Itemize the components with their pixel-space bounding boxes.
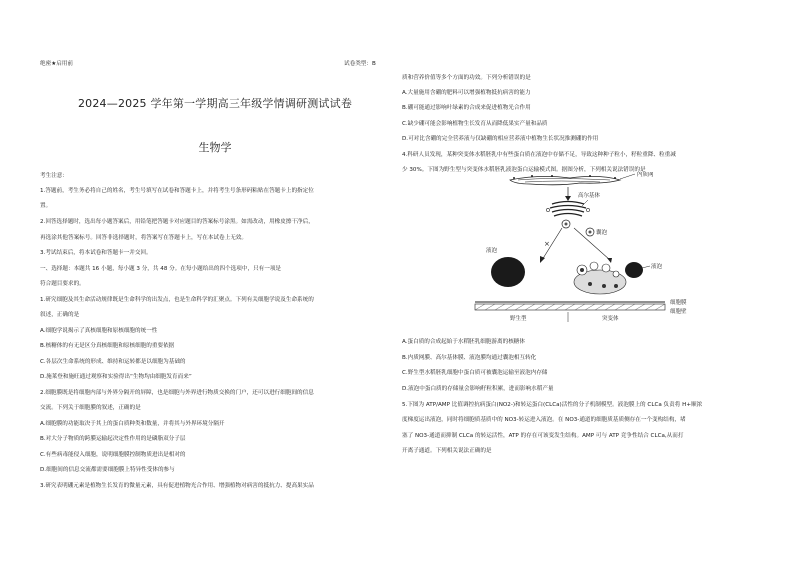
question-3-option-b: B.硼可能通过影响叶绿素的合成来促进植物光合作用 [402, 105, 531, 111]
vacuole-wild-type [491, 257, 525, 287]
vacuole-transport-figure [470, 172, 710, 338]
endoplasmic-reticulum [510, 175, 620, 185]
question-5-stem: 5.下图为 ATP/AMP 比值调控抗病蛋白(NO2-)和转运蛋白(CLCa)活性的分子机制模型。液泡膜上的 CLCa 负责将 H+顺浓 [402, 402, 703, 408]
notice-line: 置。 [40, 203, 52, 209]
question-2-option-d: D.细胞间的信息交流都需要细胞膜上特异性受体的参与 [40, 467, 175, 473]
question-3-option-c: C.缺少硼可能会影响植物生长发育从而降低果实产量和品质 [402, 121, 548, 127]
question-2-stem: 交流。下列关于细胞膜的叙述，正确的是 [40, 405, 141, 411]
notice-line: 3.考试结束后，将本试卷和答题卡一并交回。 [40, 250, 152, 256]
section-heading: 一、选择题：本题共 16 小题，每小题 3 分，共 48 分。在每小题给出的四个选项中，只有一项是 [40, 266, 282, 272]
golgi-label: 高尔基体 [578, 193, 601, 199]
figure-svg [470, 172, 710, 338]
question-3-stem: 3.研究表明硼元素是植物生长发育的微量元素，具有促进植物光合作用、增强植物对病害的抵抗力、提高果实品 [40, 483, 314, 489]
notice-line: 1.答题前，考生务必将自己的姓名，考生号填写在试卷和答题卡上，并将考生号条形码粘贴在答题卡上的指定位 [40, 188, 314, 194]
question-5-stem: 开离子通道。下列相关说法正确的是 [402, 448, 492, 454]
vacuole-mutant [625, 262, 643, 278]
mutant-label: 突变体 [602, 316, 619, 322]
question-3-option-a: A.大量施用含硼的肥料可以增强植物抵抗病害的能力 [402, 90, 531, 96]
wild-type-label: 野生型 [510, 316, 527, 322]
vacuole-label-right: 液泡 [651, 264, 663, 270]
question-1-stem: 叙述，正确的是 [40, 312, 80, 318]
question-2-option-a: A.细胞膜的功能取决于其上的蛋白质种类和数量，并将其与外界环境分隔开 [40, 421, 225, 427]
er-label: 内质网 [637, 172, 654, 178]
paper-type: 试卷类型：B [344, 61, 376, 67]
vacuole-label-left: 液泡 [486, 248, 498, 254]
question-1-stem: 1.研究细胞及其生命活动规律既是生命科学的出发点，也是生命科学的汇聚点。下列有关细胞学说及生命系统的 [40, 297, 314, 303]
question-4-option-b: B.内质网膜、高尔基体膜、液泡膜均通过囊泡相互转化 [402, 355, 537, 361]
secret-mark: 绝密★启用前 [40, 61, 73, 67]
notice-heading: 考生注意： [40, 173, 68, 179]
question-5-stem: 度梯度运出液泡，同时将细胞质基质中的 NO3-转运进入液泡。在 NO3-通道的细胞质基质侧存在一个变构结构，堵 [402, 417, 686, 423]
question-1-option-d: D.施莱登和施旺通过观察和实验得出“生物均由细胞发育而来” [40, 374, 192, 380]
question-2-option-b: B.对大分子物质的跨膜运输起决定性作用的是磷脂双分子层 [40, 436, 186, 442]
exam-title: 2024—2025 学年第一学期高三年级学情调研测试试卷 [77, 97, 353, 110]
question-4-stem: 4.科研人员发现，某种突变体水稻胚乳中有些蛋白质在液泡中存储不足，导致这种种子粒小，籽粒重降、粒重减 [402, 152, 676, 158]
question-3-option-d: D.可对比含硼的完全营养液与仅缺硼的相应营养液中植物生长状况推测硼的作用 [402, 136, 599, 142]
wall-label: 细胞壁 [670, 309, 687, 315]
question-4-option-c: C.野生型水稻胚乳细胞中蛋白质可被囊泡运输至液泡内存储 [402, 370, 548, 376]
section-heading: 符合题目要求的。 [40, 281, 85, 287]
subject-title: 生物学 [198, 141, 232, 154]
question-1-option-a: A.细胞学说揭示了真核细胞和原核细胞的统一性 [40, 328, 158, 334]
mutant-vesicle-cluster [574, 262, 626, 294]
question-3-stem: 质和营养价值等多个方面的功效。下列分析错误的是 [402, 75, 531, 81]
question-2-stem: 2.细胞膜既是将细胞内部与外界分隔开的屏障，也是细胞与外界进行物质交换的门户，还可以进行细胞间的信息 [40, 390, 314, 396]
question-5-stem: 塞了 NO3-通道而抑制 CLCa 的转运活性，ATP 的存在可该变发生结构。AMP 可与 ATP 竞争性结合 CLCa,从而打 [402, 433, 684, 439]
question-4-option-d: D.液泡中蛋白质的存储量会影响籽粒积累，进而影响水稻产量 [402, 386, 554, 392]
question-1-option-b: B.核糖体的有无是区分真核细胞和原核细胞的重要依据 [40, 343, 175, 349]
notice-line: 2.回答选择题时，选出每小题答案后，用铅笔把答题卡对应题目的答案标号涂黑。如需改动，用橡皮擦干净后， [40, 219, 314, 225]
question-1-option-c: C.各层次生命系统的形成、维持和运转都是以细胞为基础的 [40, 359, 186, 365]
question-2-option-c: C.有些病毒能侵入细胞，说明细胞膜控制物质进出是相对的 [40, 452, 186, 458]
question-4-option-a: A.蛋白质的合成起始于水稻胚乳细胞游离的核糖体 [402, 339, 525, 345]
golgi-apparatus [546, 202, 589, 217]
vesicle-label: 囊泡 [596, 230, 608, 236]
question-4-stem: 少 30%。下图为野生型与突变体水稻胚乳液泡蛋白运输模式图。据图分析，下列相关说法错误的是 [402, 167, 646, 173]
membrane-label: 细胞膜 [670, 300, 687, 306]
notice-line: 再选涂其他答案标号。回答非选择题时，将答案写在答题卡上，写在本试卷上无效。 [40, 235, 247, 241]
blocked-mark: × [544, 240, 550, 248]
